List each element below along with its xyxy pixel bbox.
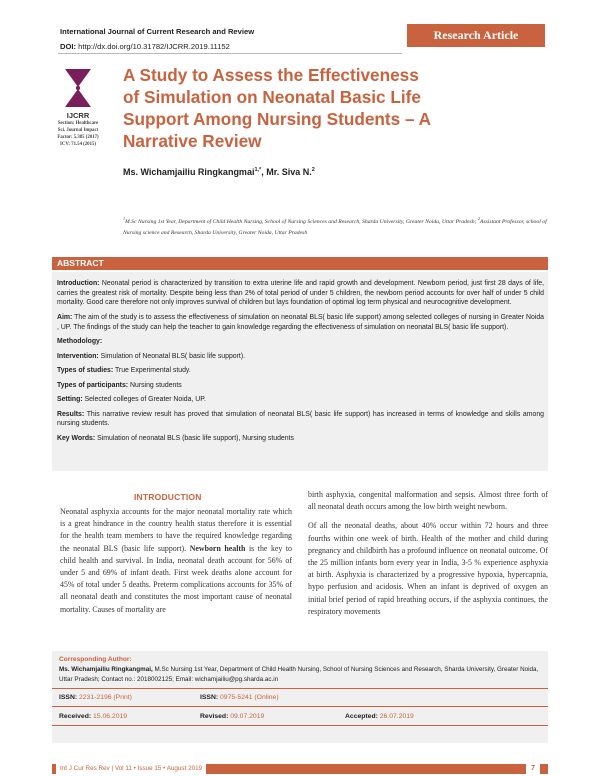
issn-print <box>59 694 132 701</box>
footer-bar <box>52 764 548 774</box>
meta-label: Revised: <box>200 713 229 720</box>
affiliation-marker: 2 <box>477 216 480 221</box>
abstract-text: Selected colleges of Greater Noida, UP. <box>82 396 206 404</box>
article-title <box>123 64 548 152</box>
title-line: A Study to Assess the Effectiveness <box>123 65 419 85</box>
title-line: Support Among Nursing Students – A <box>123 109 432 129</box>
author-name: Ms. Wichamjailiu Ringkangmai <box>123 167 255 177</box>
body-paragraph <box>60 506 292 616</box>
meta-value: 26.07.2019 <box>379 713 414 720</box>
meta-label: Received: <box>59 713 92 720</box>
logo-icv: ICV: 71.54 (2015) <box>60 141 96 147</box>
affiliations <box>123 213 551 239</box>
logo-info <box>52 121 104 149</box>
meta-label: Accepted: <box>345 713 378 720</box>
abstract-label: Types of studies: <box>57 367 114 375</box>
logo-impact-label: Sci. Journal Impact <box>57 127 99 133</box>
panel-divider <box>52 688 548 689</box>
abstract-setting <box>57 395 544 405</box>
abstract-label: Key Words: <box>57 434 96 442</box>
corresponding-author-info: M.Sc Nursing 1st Year, Department of Child Health Nursing, School of Nursing Sciences and Research, Sharda University, Greater Noida, Uttar Pradesh; Contact no.: 2018002125; Email: wichamjailiu@pg.sharda.ac.in <box>59 666 539 683</box>
corresponding-author-panel <box>52 651 548 743</box>
abstract-text: The aim of the study is to assess the effectiveness of simulation on neonatal BLS( basic life support) among selected colleges of nursing in Greater Noida , UP. The findings of the study can help the teacher to gain knowledge regarding the effectiveness of simulation on neonatal BLS( basic life support). <box>57 313 544 331</box>
meta-value: 2231-2196 (Print) <box>79 694 132 701</box>
abstract-label: Methodology: <box>57 338 103 346</box>
abstract-types-of-participants <box>57 381 544 391</box>
author-separator: , <box>261 167 267 177</box>
abstract-panel <box>52 272 548 471</box>
body-column-left <box>60 506 292 623</box>
meta-value: 0975-5241 (Online) <box>220 694 279 701</box>
abstract-label: Intervention: <box>57 352 99 360</box>
logo-name: IJCRR <box>66 111 90 120</box>
author-list <box>123 167 315 177</box>
meta-value: 15.06.2019 <box>93 713 128 720</box>
abstract-label: Types of participants: <box>57 381 129 389</box>
journal-name: International Journal of Current Research and Review <box>60 27 255 36</box>
abstract-introduction <box>57 279 544 308</box>
ijcrr-logo-icon <box>63 67 93 109</box>
abstract-label: Aim: <box>57 313 73 321</box>
body-column-right <box>308 489 548 625</box>
logo-impact-factor: Factor: 5.385 (2017) <box>57 134 99 140</box>
abstract-text: Nursing students <box>128 381 182 389</box>
author-name: Mr. Siva N. <box>266 167 312 177</box>
affiliation-text: M.Sc Nursing 1st Year, Department of Child Health Nursing, School of Nursing Sciences and Research, Sharda University, Greater Noida, Uttar Pradesh; <box>125 218 477 225</box>
body-text: Neonatal asphyxia accounts for the major neonatal mortality rate which is a great hindrance in the country health status therefore it is essential for the health team members to have the required knowledge regarding the neonatal BLS (basic life support). <box>60 507 292 553</box>
abstract-aim <box>57 313 544 332</box>
panel-divider <box>52 706 548 707</box>
author-superscript: 1,* <box>254 167 262 173</box>
abstract-results <box>57 410 544 429</box>
title-line: of Simulation on Neonatal Basic Life <box>123 87 421 107</box>
issn-online <box>200 694 279 701</box>
author-superscript: 2 <box>311 167 315 173</box>
body-text: is the key to child health and survival. In India, neonatal death account for 56% of under 5 and 69% of infant death. First week deaths alone account for 45% of total under 5 deaths. Preterm complications accounts for 35% of all neonatal death and constitutes the most important cause of neonatal mortality. Causes of mortality are <box>60 543 293 614</box>
panel-divider <box>52 725 548 726</box>
doi-label: DOI: <box>60 42 77 51</box>
introduction-heading: INTRODUCTION <box>134 492 202 502</box>
abstract-methodology <box>57 337 544 347</box>
title-line: Narrative Review <box>123 131 262 151</box>
abstract-label: Results: <box>57 410 85 418</box>
corresponding-author-details <box>59 665 543 685</box>
corresponding-author-name: Ms. Wichamjailiu Ringkangmai, <box>59 666 153 673</box>
abstract-text: True Experimental study. <box>113 367 191 375</box>
abstract-heading: ABSTRACT <box>52 257 548 270</box>
abstract-label: Introduction: <box>57 280 100 287</box>
abstract-intervention <box>57 352 544 362</box>
logo-section: Section: Healthcare <box>57 121 99 126</box>
page-number: 7 <box>526 764 540 774</box>
article-type-badge: Research Article <box>407 24 545 47</box>
journal-logo <box>52 67 104 149</box>
meta-value: 09.07.2019 <box>230 713 265 720</box>
doi-line <box>60 42 230 51</box>
abstract-text: Simulation of Neonatal BLS( basic life support). <box>98 352 246 360</box>
abstract-types-of-studies <box>57 366 544 376</box>
abstract-keywords <box>57 434 544 444</box>
revised-date <box>200 713 264 720</box>
abstract-label: Setting: <box>57 396 83 404</box>
accepted-date <box>345 713 414 720</box>
body-text-bold: Newborn health <box>189 543 246 553</box>
body-paragraph: birth asphyxia, congenital malformation and sepsis. Almost three forth of all neonatal death occurs among the low birth weight newborn. <box>308 490 548 512</box>
affiliation-text: Assistant Professor, school of Nursing science and Research, Sharda University, Greater Noida, Uttar Pradesh <box>123 218 547 237</box>
body-paragraph: Of all the neonatal deaths, about 40% occur within 72 hours and three fourths within one week of birth. Health of the mother and child during pregnancy and childbirth has a profound influence on neonatal outcome. Of the 25 million infants born every year in India, 3-5 % experience asphyxia at birth. Asphyxia is characterized by a progressive hypoxia, hypercapnia, hypo perfusion and acidosis. When an infant is deprived of oxygen an initial brief period of rapid breathing occurs, if the asphyxia continues, the respiratory movements <box>308 521 548 616</box>
received-date <box>59 713 127 720</box>
abstract-text: Simulation of neonatal BLS (basic life support), Nursing students <box>95 434 294 442</box>
corresponding-author-title: Corresponding Author: <box>59 656 132 663</box>
doi-link[interactable]: http://dx.doi.org/10.31782/IJCRR.2019.11152 <box>78 42 230 51</box>
affiliation-marker: 1 <box>123 216 125 221</box>
abstract-text: Neonatal period is characterized by transition to extra uterine life and rapid growth and development. Newborn period, just first 28 days of life, carries the greatest risk of mortality. Despite being less than 2% of total period of under 5 children, the newborn period accounts for over half of under 5 child mortality. Good care therefore not only improves survival of children but lays foundation of optimal log term physical and neurocognitive development. <box>57 280 544 307</box>
meta-label: ISSN: <box>59 694 78 701</box>
meta-label: ISSN: <box>200 694 219 701</box>
header-divider <box>58 53 402 54</box>
abstract-text: This narrative review result has proved that simulation of neonatal BLS( basic life support) has increased in terms of knowledge and skills among nursing students. <box>57 410 544 428</box>
footer-citation: Int J Cur Res Rev | Vol 11 • Issue 15 • August 2019 <box>56 764 206 774</box>
